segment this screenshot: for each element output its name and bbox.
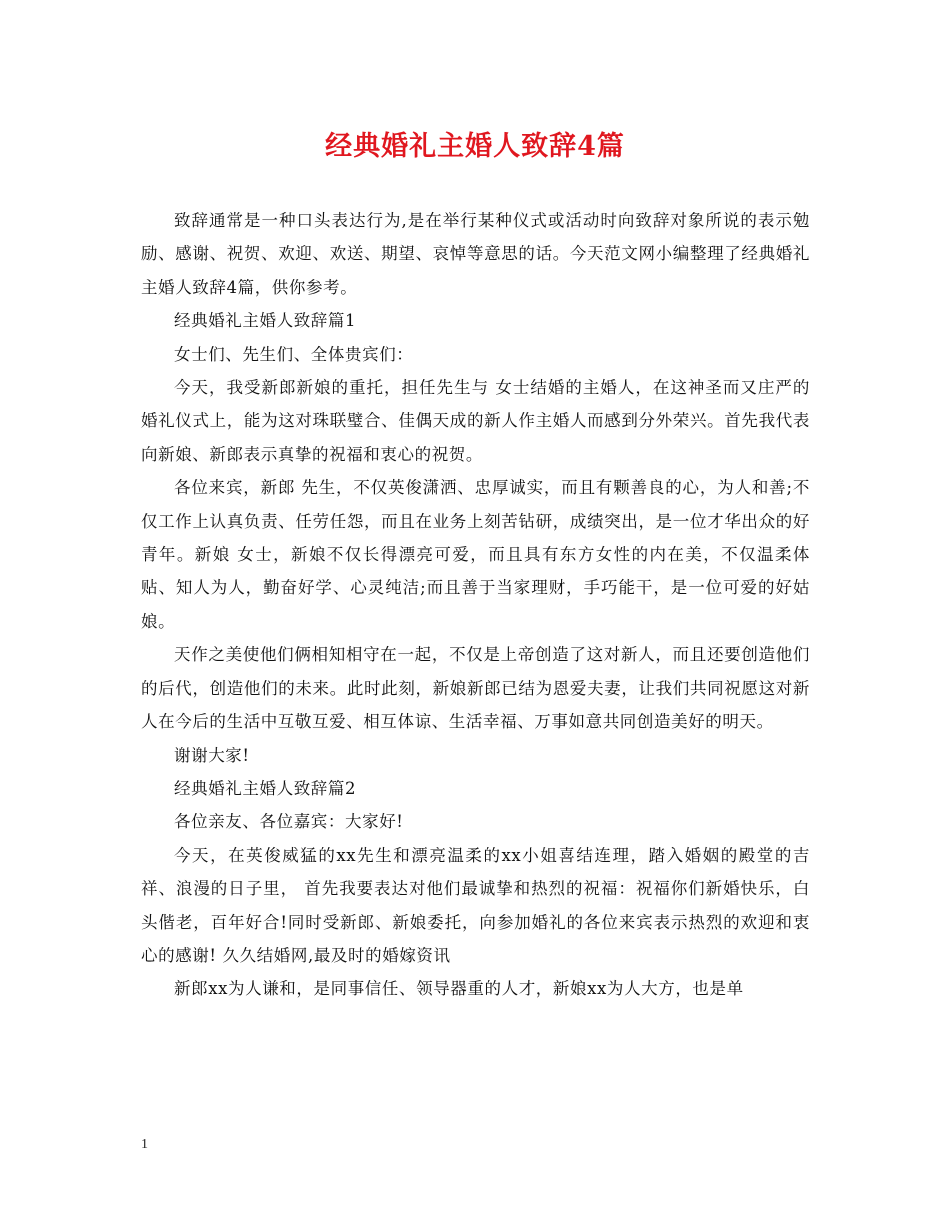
body-paragraph: 天作之美使他们俩相知相守在一起，不仅是上帝创造了这对新人，而且还要创造他们的后代，创造他们的未来。此时此刻，新娘新郎已结为恩爱夫妻，让我们共同祝愿这对新人在今后的生活中互敬互爱、相互体谅、生活幸福、万事如意共同创造美好的明天。 — [141, 645, 810, 732]
section-heading-1: 经典婚礼主婚人致辞篇1 — [174, 311, 357, 331]
thanks-paragraph: 谢谢大家! — [174, 745, 250, 765]
document-body — [141, 204, 810, 1006]
body-paragraph: 新郎xx为人谦和，是同事信任、领导器重的人才，新娘xx为人大方，也是单 — [174, 979, 744, 999]
intro-paragraph: 致辞通常是一种口头表达行为,是在举行某种仪式或活动时向致辞对象所说的表示勉励、感谢、祝贺、欢迎、欢送、期望、哀悼等意思的话。今天范文网小编整理了经典婚礼主婚人致辞4篇，供你参考。 — [141, 211, 810, 297]
body-paragraph: 今天，在英俊威猛的xx先生和漂亮温柔的xx小姐喜结连理，踏入婚姻的殿堂的吉祥、浪漫的日子里， 首先我要表达对他们最诚挚和热烈的祝福：祝福你们新婚快乐，白头偕老，百年好合!同时受新郎、新娘委托，向参加婚礼的各位来宾表示热烈的欢迎和衷心的感谢! 久久结婚网,最及时的婚嫁资讯 — [141, 845, 810, 965]
greeting-paragraph: 女士们、先生们、全体贵宾们： — [174, 344, 414, 364]
document-title: 经典婚礼主婚人致辞4篇 — [325, 131, 625, 162]
page-number: 1 — [141, 1137, 148, 1152]
greeting-paragraph: 各位亲友、各位嘉宾：大家好! — [174, 812, 404, 832]
body-paragraph: 各位来宾，新郎 先生，不仅英俊潇洒、忠厚诚实，而且有颗善良的心，为人和善;不仅工作上认真负责、任劳任怨，而且在业务上刻苦钻研，成绩突出，是一位才华出众的好青年。新娘 女士，新娘不仅长得漂亮可爱，而且具有东方女性的内在美，不仅温柔体贴、知人为人，勤奋好学、心灵纯洁;而且善于当家理财，手巧能干，是一位可爱的好姑娘。 — [141, 478, 810, 631]
body-paragraph: 今天，我受新郎新娘的重托，担任先生与 女士结婚的主婚人，在这神圣而又庄严的婚礼仪式上，能为这对珠联璧合、佳偶天成的新人作主婚人而感到分外荣兴。首先我代表 向新娘、新郎表示真挚的祝福和衷心的祝贺。 — [141, 378, 810, 464]
section-heading-2: 经典婚礼主婚人致辞篇2 — [174, 778, 357, 798]
